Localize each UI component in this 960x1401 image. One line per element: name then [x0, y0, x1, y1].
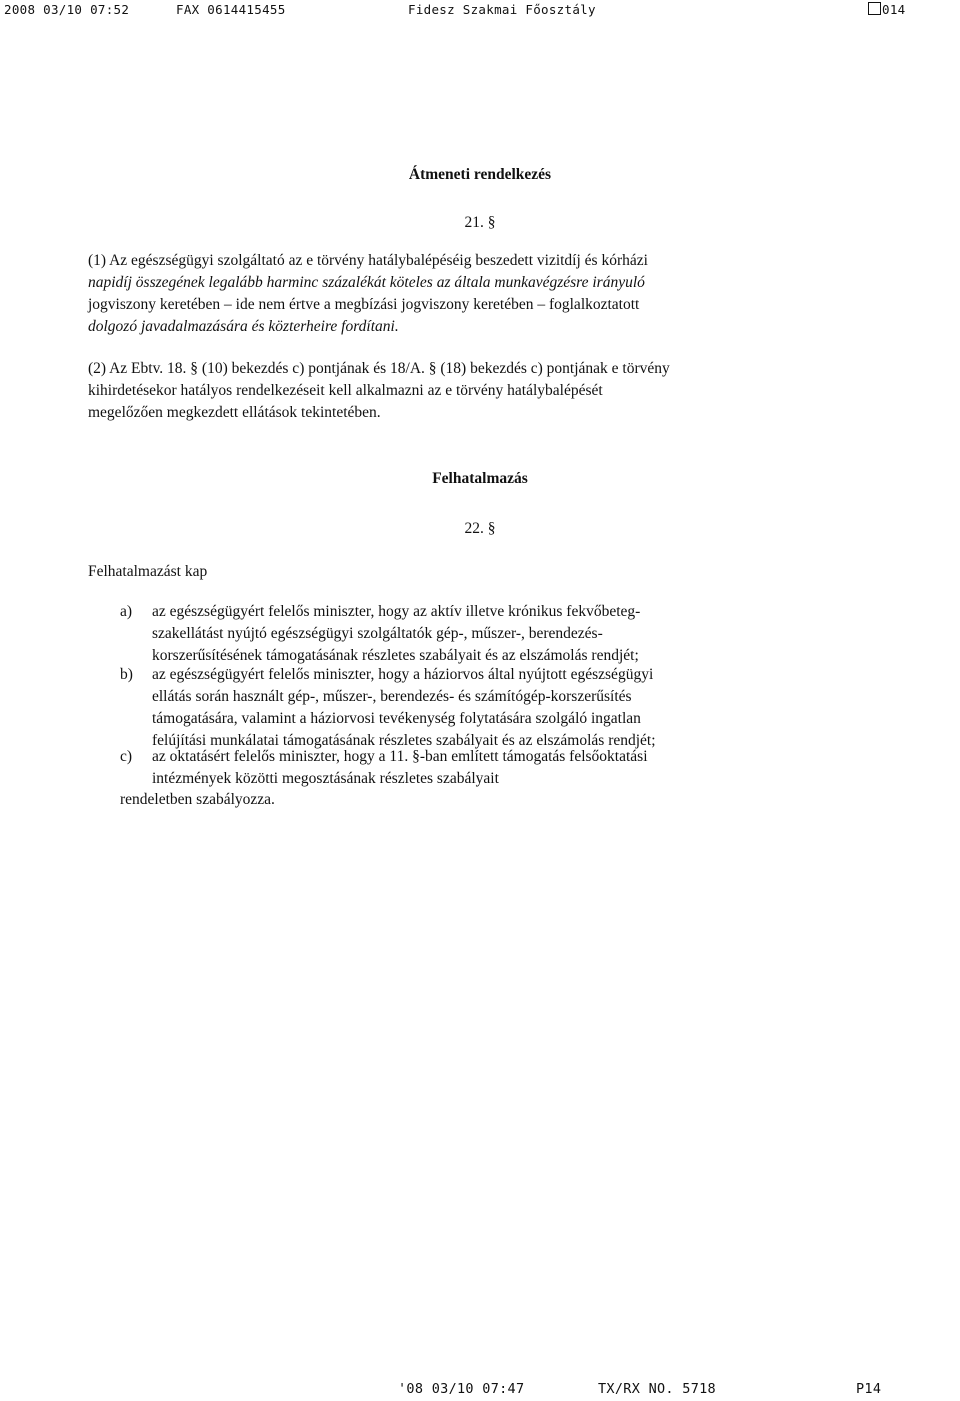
text-line: napidíj összegének legalább harminc százalékát köteles az általa munkavégzésre irányuló: [88, 274, 645, 291]
text-line: felújítási munkálatai támogatásának részletes szabályait és az elszámolás rendjét;: [152, 732, 656, 749]
section-21-title: Átmeneti rendelkezés: [408, 166, 552, 183]
section-21-paragraph-2: [88, 358, 868, 424]
text-line: megelőzően megkezdett ellátások tekintetében.: [88, 404, 381, 421]
fax-header-datetime: 2008 03/10 07:52: [4, 2, 130, 17]
list-item-b: [120, 664, 880, 756]
section-22-number: 22. §: [464, 520, 496, 537]
section-22-closing: rendeletben szabályozza.: [120, 791, 275, 808]
text-line: intézmények közötti megosztásának részletes szabályait: [152, 770, 499, 787]
fax-footer-page: P14: [856, 1381, 882, 1397]
list-item-c: [120, 746, 880, 794]
fax-header-number: FAX 0614415455: [176, 2, 286, 17]
text-line: támogatására, valamint a háziorvosi tevékenység folytatására szolgáló ingatlan: [152, 710, 641, 727]
text-line: az egészségügyért felelős miniszter, hogy az aktív illetve krónikus fekvőbeteg-: [152, 603, 641, 620]
text-line: korszerűsítésének támogatásának részletes szabályait és az elszámolás rendjét;: [152, 647, 639, 664]
text-line: ellátás során használt gép-, műszer-, berendezés- és számítógép-korszerűsítés: [152, 688, 632, 705]
list-item-label: b): [120, 666, 133, 683]
section-22-intro: Felhatalmazást kap: [88, 563, 208, 580]
text-line: (1) Az egészségügyi szolgáltató az e törvény hatálybalépéséig beszedett vizitdíj és kórházi: [88, 252, 648, 269]
list-item-label: a): [120, 603, 133, 620]
section-21-paragraph-1: [88, 250, 868, 338]
text-line: (2) Az Ebtv. 18. § (10) bekezdés c) pontjának és 18/A. § (18) bekezdés c) pontjának e törvény: [88, 360, 670, 377]
fax-footer-datetime: '08 03/10 07:47: [398, 1381, 525, 1397]
fax-header-page-number: 014: [882, 2, 906, 17]
text-line: dolgozó javadalmazására és közterheire fordítani.: [88, 318, 399, 335]
text-line: szakellátást nyújtó egészségügyi szolgáltatók gép-, műszer-, berendezés-: [152, 625, 603, 642]
fax-header-sender: Fidesz Szakmai Főosztály: [408, 2, 596, 17]
text-line: az oktatásért felelős miniszter, hogy a 11. §-ban említett támogatás felsőoktatási: [152, 748, 648, 765]
section-22-title: Felhatalmazás: [432, 470, 528, 487]
text-line: jogviszony keretében – ide nem értve a megbízási jogviszony keretében – foglalkoztatott: [88, 296, 640, 313]
text-line: az egészségügyért felelős miniszter, hogy a háziorvos által nyújtott egészségügyi: [152, 666, 654, 683]
list-item-a: [120, 601, 880, 671]
fax-page-box-icon: [868, 2, 881, 15]
fax-footer-txrx: TX/RX NO. 5718: [598, 1381, 716, 1397]
section-21-number: 21. §: [464, 214, 496, 231]
text-line: kihirdetésekor hatályos rendelkezéseit kell alkalmazni az e törvény hatálybalépését: [88, 382, 603, 399]
fax-header-page: [868, 2, 905, 17]
list-item-label: c): [120, 748, 133, 765]
